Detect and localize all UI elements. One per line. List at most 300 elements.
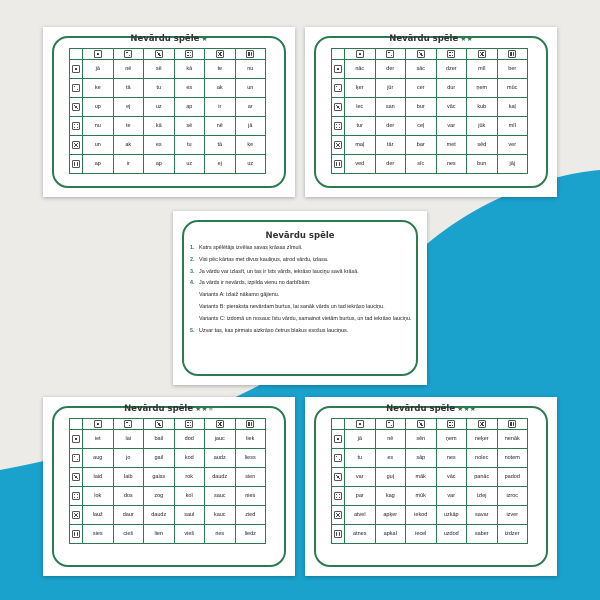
column-die-cell — [235, 419, 266, 430]
column-die-cell — [436, 419, 467, 430]
grid-header-row — [332, 419, 528, 430]
row-die-cell — [332, 468, 345, 487]
word-cell[interactable]: liess — [235, 449, 266, 468]
die-face-1-icon — [72, 435, 80, 443]
die-face-1-icon — [334, 65, 342, 73]
die-pip — [77, 108, 79, 110]
word-cell[interactable]: un — [235, 79, 266, 98]
rule-text: Katrs spēlētājs izvēlas savas krāsas zīmuli. — [199, 245, 303, 251]
word-cell[interactable]: saul — [174, 506, 205, 525]
die-pip — [220, 422, 222, 424]
word-cell[interactable]: nē — [205, 117, 236, 136]
die-face-2-icon — [72, 454, 80, 462]
die-pip — [336, 494, 338, 496]
word-cell[interactable]: uz — [235, 155, 266, 174]
row-die-cell — [70, 468, 83, 487]
word-cell[interactable]: un — [83, 136, 114, 155]
worksheet-title-text: Nevārdu spēle — [130, 34, 200, 44]
word-cell[interactable]: nolec — [467, 449, 498, 468]
die-pip — [74, 456, 76, 458]
word-cell[interactable]: dzer — [436, 60, 467, 79]
word-cell[interactable]: uz — [174, 155, 205, 174]
row-die-cell — [332, 430, 345, 449]
rule-number: 3. — [190, 268, 195, 275]
row-die-cell — [332, 506, 345, 525]
die-pip — [452, 422, 454, 424]
word-cell[interactable]: ries — [205, 525, 236, 544]
word-cell[interactable]: jā — [345, 430, 376, 449]
column-die-cell — [113, 419, 144, 430]
die-pip — [77, 124, 79, 126]
word-cell[interactable]: ņem — [436, 430, 467, 449]
die-face-5-icon — [72, 141, 80, 149]
word-cell[interactable]: uzkāp — [436, 506, 467, 525]
word-cell[interactable]: vieš — [174, 525, 205, 544]
die-pip — [336, 456, 338, 458]
word-cell[interactable]: sēn — [406, 430, 437, 449]
word-cell[interactable]: nes — [436, 449, 467, 468]
die-pip — [251, 425, 253, 427]
word-cell[interactable]: sīc — [406, 155, 437, 174]
word-cell[interactable]: san — [375, 98, 406, 117]
die-face-6-icon — [72, 530, 80, 538]
grid-row — [70, 487, 266, 506]
rule-number: 4. — [190, 280, 195, 287]
column-die-cell — [235, 49, 266, 60]
row-die-cell — [70, 430, 83, 449]
word-cell[interactable]: maļ — [345, 136, 376, 155]
die-pip — [187, 425, 189, 427]
word-cell[interactable]: tā — [113, 79, 144, 98]
word-cell[interactable]: sien — [235, 468, 266, 487]
word-cell[interactable]: atnes — [345, 525, 376, 544]
word-cell[interactable]: der — [375, 60, 406, 79]
die-face-4-icon — [447, 50, 455, 58]
word-cell[interactable]: var — [436, 487, 467, 506]
word-cell[interactable]: bail — [144, 430, 175, 449]
die-pip — [339, 127, 341, 129]
word-cell[interactable]: guļ — [375, 468, 406, 487]
word-cell[interactable]: mīl — [467, 60, 498, 79]
row-die-cell — [70, 60, 83, 79]
word-cell[interactable]: ej — [205, 155, 236, 174]
die-pip — [220, 55, 222, 57]
word-cell[interactable]: ap — [83, 155, 114, 174]
die-pip — [337, 68, 339, 70]
word-cell[interactable]: sāp — [406, 449, 437, 468]
word-cell[interactable]: laid — [83, 468, 114, 487]
row-die-cell — [332, 136, 345, 155]
die-pip — [74, 516, 76, 518]
grid-row — [332, 136, 528, 155]
word-cell[interactable]: kaļ — [497, 98, 528, 117]
dice-word-grid — [69, 418, 266, 544]
die-pip — [336, 165, 338, 167]
die-face-1-icon — [356, 420, 364, 428]
worksheet-title-text: Nevārdu spēle — [386, 404, 456, 414]
die-pip — [77, 516, 79, 518]
word-cell[interactable]: te — [113, 117, 144, 136]
word-cell[interactable]: cieš — [113, 525, 144, 544]
die-pip — [248, 425, 250, 427]
word-cell[interactable]: kod — [174, 449, 205, 468]
die-pip — [336, 124, 338, 126]
row-die-cell — [332, 155, 345, 174]
die-pip — [421, 425, 423, 427]
word-cell[interactable]: jauc — [205, 430, 236, 449]
grid-row — [332, 487, 528, 506]
grid-row — [332, 506, 528, 525]
word-cell[interactable]: tu — [174, 136, 205, 155]
word-cell[interactable]: nē — [375, 430, 406, 449]
die-pip — [77, 459, 79, 461]
die-face-5-icon — [478, 50, 486, 58]
word-cell[interactable]: tu — [345, 449, 376, 468]
word-cell[interactable]: laib — [113, 468, 144, 487]
word-cell[interactable]: up — [83, 98, 114, 117]
word-cell[interactable]: ap — [174, 98, 205, 117]
die-pip — [187, 52, 189, 54]
word-cell[interactable]: iekod — [406, 506, 437, 525]
word-cell[interactable]: par — [345, 487, 376, 506]
word-cell[interactable]: sē — [174, 117, 205, 136]
word-cell[interactable]: mīl — [497, 117, 528, 136]
word-cell[interactable]: daudz — [144, 506, 175, 525]
die-pip — [359, 53, 361, 55]
die-pip — [339, 535, 341, 537]
die-face-6-icon — [246, 50, 254, 58]
row-die-cell — [332, 60, 345, 79]
word-cell[interactable]: var — [345, 468, 376, 487]
die-pip — [74, 497, 76, 499]
word-cell[interactable]: izlej — [467, 487, 498, 506]
die-pip — [218, 55, 220, 57]
die-face-3-icon — [334, 103, 342, 111]
word-cell[interactable]: rok — [174, 468, 205, 487]
word-cell[interactable]: sauc — [205, 487, 236, 506]
column-die-cell — [174, 49, 205, 60]
word-cell[interactable]: sēd — [467, 136, 498, 155]
word-cell[interactable]: daur — [113, 506, 144, 525]
word-cell[interactable]: iet — [83, 430, 114, 449]
row-die-cell — [70, 487, 83, 506]
die-pip — [190, 422, 192, 424]
die-face-6-icon — [246, 420, 254, 428]
die-pip — [482, 52, 484, 54]
rule-variant: Variants B: pieraksta nevārdam burtus, lai sanāk vārds un tad iekrāso lauciņu. — [199, 303, 385, 310]
word-cell[interactable]: nes — [436, 155, 467, 174]
die-face-2-icon — [124, 420, 132, 428]
die-pip — [74, 535, 76, 537]
word-cell[interactable]: met — [436, 136, 467, 155]
star-icon: ★★★ — [457, 405, 476, 413]
word-cell[interactable]: liek — [235, 430, 266, 449]
word-cell[interactable]: der — [375, 117, 406, 136]
grid-corner-cell — [70, 419, 83, 430]
column-die-cell — [205, 419, 236, 430]
word-cell[interactable]: jo — [113, 449, 144, 468]
word-cell[interactable]: neķer — [467, 430, 498, 449]
die-face-2-icon — [386, 420, 394, 428]
word-cell[interactable]: panāc — [467, 468, 498, 487]
word-cell[interactable]: te — [205, 60, 236, 79]
word-cell[interactable]: ak — [113, 136, 144, 155]
star-half-icon: ★ — [207, 405, 214, 413]
word-cell[interactable]: ved — [345, 155, 376, 174]
die-face-3-icon — [72, 103, 80, 111]
die-pip — [388, 52, 390, 54]
column-die-cell — [497, 419, 528, 430]
word-cell[interactable]: gaiss — [144, 468, 175, 487]
die-pip — [359, 423, 361, 425]
rule-number: 1. — [190, 245, 195, 251]
word-cell[interactable]: nāc — [345, 60, 376, 79]
rule-text: Visi pēc kārtas met divus kauliņus, atrod vārdu, izlasa. — [199, 256, 329, 263]
word-cell[interactable]: ir — [113, 155, 144, 174]
die-pip — [510, 55, 512, 57]
die-pip — [452, 425, 454, 427]
word-cell[interactable]: var — [436, 117, 467, 136]
die-pip — [339, 143, 341, 145]
die-face-5-icon — [216, 50, 224, 58]
word-cell[interactable]: lien — [144, 525, 175, 544]
word-cell[interactable]: ver — [497, 136, 528, 155]
grid-row — [332, 430, 528, 449]
word-cell[interactable]: jūr — [375, 79, 406, 98]
word-cell[interactable]: sāc — [406, 60, 437, 79]
word-cell[interactable]: lauž — [83, 506, 114, 525]
die-pip — [336, 86, 338, 88]
column-die-cell — [467, 419, 498, 430]
column-die-cell — [497, 49, 528, 60]
word-cell[interactable]: gail — [144, 449, 175, 468]
die-face-2-icon — [334, 454, 342, 462]
word-cell[interactable]: ej — [113, 98, 144, 117]
word-cell[interactable]: zog — [144, 487, 175, 506]
die-pip — [339, 494, 341, 496]
die-pip — [220, 425, 222, 427]
grid-row — [332, 79, 528, 98]
word-cell[interactable]: sē — [144, 60, 175, 79]
grid-row — [70, 468, 266, 487]
row-die-cell — [332, 98, 345, 117]
die-face-1-icon — [356, 50, 364, 58]
die-pip — [339, 459, 341, 461]
worksheet-level-3 — [305, 397, 557, 576]
word-cell[interactable]: audz — [205, 449, 236, 468]
word-cell[interactable]: cer — [406, 79, 437, 98]
die-pip — [74, 127, 76, 129]
word-cell[interactable]: koī — [174, 487, 205, 506]
word-cell[interactable]: ķer — [345, 79, 376, 98]
word-cell[interactable]: apkal — [375, 525, 406, 544]
die-pip — [77, 478, 79, 480]
die-pip — [482, 425, 484, 427]
word-cell[interactable]: padod — [497, 468, 528, 487]
word-cell[interactable]: kā — [174, 60, 205, 79]
word-cell[interactable]: apķer — [375, 506, 406, 525]
grid-row — [70, 525, 266, 544]
word-cell[interactable]: nu — [83, 117, 114, 136]
die-face-6-icon — [72, 160, 80, 168]
word-cell[interactable]: ke — [235, 136, 266, 155]
word-cell[interactable]: lai — [113, 430, 144, 449]
die-pip — [336, 516, 338, 518]
die-pip — [513, 425, 515, 427]
die-pip — [190, 425, 192, 427]
die-pip — [75, 438, 77, 440]
die-pip — [75, 68, 77, 70]
word-cell[interactable]: ir — [205, 98, 236, 117]
word-cell[interactable]: savar — [467, 506, 498, 525]
die-pip — [251, 55, 253, 57]
star-icon: ★★ — [195, 405, 208, 413]
word-cell[interactable]: iecel — [406, 525, 437, 544]
die-pip — [452, 55, 454, 57]
die-face-1-icon — [72, 65, 80, 73]
word-cell[interactable]: notem — [497, 449, 528, 468]
die-pip — [449, 52, 451, 54]
row-die-cell — [70, 79, 83, 98]
grid-row — [70, 449, 266, 468]
word-cell[interactable]: aug — [83, 449, 114, 468]
die-face-2-icon — [124, 50, 132, 58]
worksheet-title-text: Nevārdu spēle — [389, 34, 459, 44]
word-cell[interactable]: jā — [83, 60, 114, 79]
word-cell[interactable]: lok — [83, 487, 114, 506]
rule-number: 2. — [190, 256, 195, 263]
column-die-cell — [345, 419, 376, 430]
die-face-4-icon — [334, 492, 342, 500]
word-cell[interactable]: jāj — [497, 155, 528, 174]
word-cell[interactable]: liedz — [235, 525, 266, 544]
word-cell[interactable]: izver — [497, 506, 528, 525]
grid-corner-cell — [70, 49, 83, 60]
row-die-cell — [332, 117, 345, 136]
word-cell[interactable]: vāc — [436, 468, 467, 487]
die-pip — [336, 535, 338, 537]
word-cell[interactable]: kā — [144, 117, 175, 136]
die-pip — [77, 146, 79, 148]
word-cell[interactable]: mūc — [497, 79, 528, 98]
die-pip — [74, 86, 76, 88]
word-cell[interactable]: der — [375, 155, 406, 174]
word-cell[interactable]: māk — [406, 468, 437, 487]
word-cell[interactable]: sies — [83, 525, 114, 544]
word-cell[interactable]: kag — [375, 487, 406, 506]
worksheet-level-2 — [305, 27, 557, 197]
die-face-3-icon — [334, 473, 342, 481]
word-cell[interactable]: dod — [174, 430, 205, 449]
worksheet-level-2-5 — [43, 397, 295, 576]
word-cell[interactable]: tār — [375, 136, 406, 155]
die-pip — [77, 89, 79, 91]
word-cell[interactable]: bun — [467, 155, 498, 174]
word-cell[interactable]: nenāk — [497, 430, 528, 449]
column-die-cell — [83, 419, 114, 430]
die-pip — [449, 425, 451, 427]
word-cell[interactable]: es — [375, 449, 406, 468]
word-cell[interactable]: es — [174, 79, 205, 98]
die-face-4-icon — [185, 420, 193, 428]
die-pip — [339, 108, 341, 110]
word-cell[interactable]: lec — [345, 98, 376, 117]
grid-row — [70, 60, 266, 79]
worksheet-title-text: Nevārdu spēle — [124, 404, 194, 414]
word-cell[interactable]: kub — [467, 98, 498, 117]
word-cell[interactable]: uz — [144, 98, 175, 117]
die-pip — [74, 165, 76, 167]
word-cell[interactable]: ar — [235, 98, 266, 117]
grid-header-row — [332, 49, 528, 60]
word-cell[interactable]: vāc — [436, 98, 467, 117]
word-cell[interactable]: dur — [436, 79, 467, 98]
die-pip — [126, 52, 128, 54]
rule-text: Ja vārdu var izlasīt, un tas ir īsts vārds, iekrāso lauciņu savā krāsā. — [199, 268, 359, 275]
word-cell[interactable]: nu — [235, 60, 266, 79]
word-cell[interactable]: ceļ — [406, 117, 437, 136]
worksheet-title — [43, 34, 295, 44]
word-cell[interactable]: ņem — [467, 79, 498, 98]
word-cell[interactable]: zied — [235, 506, 266, 525]
word-cell[interactable]: tur — [345, 117, 376, 136]
word-cell[interactable]: kauc — [205, 506, 236, 525]
grid-row — [332, 60, 528, 79]
word-cell[interactable]: izroc — [497, 487, 528, 506]
die-pip — [480, 55, 482, 57]
die-pip — [129, 55, 131, 57]
die-pip — [77, 497, 79, 499]
die-face-5-icon — [334, 141, 342, 149]
word-cell[interactable]: ap — [144, 155, 175, 174]
die-pip — [218, 425, 220, 427]
word-cell[interactable]: ke — [83, 79, 114, 98]
word-cell[interactable]: tu — [144, 79, 175, 98]
die-face-2-icon — [386, 50, 394, 58]
die-pip — [97, 53, 99, 55]
word-cell[interactable]: jūk — [467, 117, 498, 136]
die-pip — [391, 55, 393, 57]
die-pip — [77, 494, 79, 496]
word-cell[interactable]: tā — [205, 136, 236, 155]
word-cell[interactable]: ber — [497, 60, 528, 79]
word-cell[interactable]: es — [144, 136, 175, 155]
die-pip — [187, 422, 189, 424]
die-face-6-icon — [508, 50, 516, 58]
worksheet-title — [305, 34, 557, 44]
word-cell[interactable]: izdzer — [497, 525, 528, 544]
word-cell[interactable]: uzdod — [436, 525, 467, 544]
word-cell[interactable]: saber — [467, 525, 498, 544]
rule-variant: Variants A: izlaiž nākamo gājienu. — [199, 292, 280, 299]
word-cell[interactable]: nē — [113, 60, 144, 79]
die-pip — [77, 513, 79, 515]
word-cell[interactable]: ak — [205, 79, 236, 98]
row-die-cell — [70, 506, 83, 525]
word-cell[interactable]: atvel — [345, 506, 376, 525]
word-cell[interactable]: mūk — [406, 487, 437, 506]
word-cell[interactable]: jā — [235, 117, 266, 136]
worksheet-level-1 — [43, 27, 295, 197]
word-cell[interactable]: daudz — [205, 468, 236, 487]
die-pip — [337, 438, 339, 440]
grid-header-row — [70, 49, 266, 60]
word-cell[interactable]: bar — [406, 136, 437, 155]
word-cell[interactable]: nies — [235, 487, 266, 506]
grid-row — [70, 79, 266, 98]
word-cell[interactable]: dos — [113, 487, 144, 506]
word-cell[interactable]: bur — [406, 98, 437, 117]
